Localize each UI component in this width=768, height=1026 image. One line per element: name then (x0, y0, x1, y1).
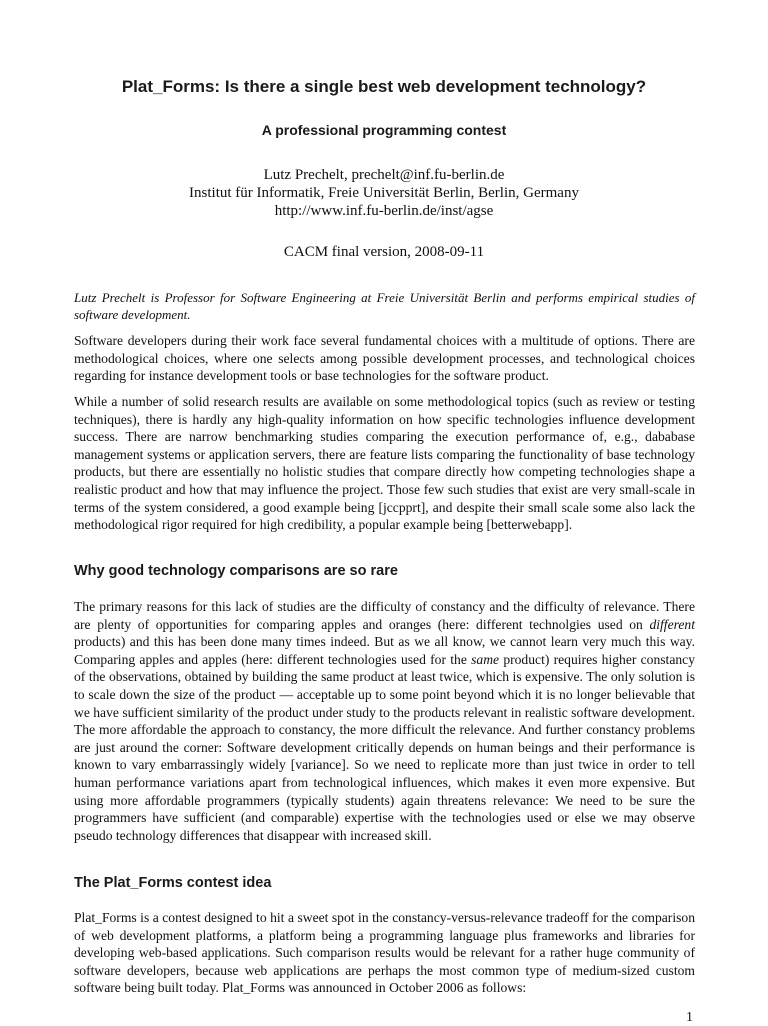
section-heading-contest-idea: The Plat_Forms contest idea (74, 875, 272, 891)
section-2-paragraph: Plat_Forms is a contest designed to hit a sweet spot in the constancy-versus-relevance tradeoff for the comparison of web development platforms, a platform being a programming language plus frameworks and libraries for developing web-based applications. Such comparison results would be relevant for a rather huge community of software developers, because web applications are perhaps the most common type of medium-sized custom software being built today. Plat_Forms was announced in October 2006 as follows: (74, 910, 695, 996)
paper-title: Plat_Forms: Is there a single best web development technology? (121, 77, 647, 96)
emphasis-same: same (471, 651, 500, 667)
author-affiliation: Institut für Informatik, Freie Universität Berlin, Berlin, Germany (189, 185, 579, 201)
intro-paragraph-2: While a number of solid research results are available on some methodological topics (such as review or testing techniques), there is hardly any high-quality information on how specific technologies influence development success. There are narrow benchmarking studies comparing the execution performance of, e.g., dababase management systems or application servers, there are feature lists comparing the functionality of base technology products, but there are essentially no holistic studies that compare directly how competing technologies shape a realistic product and how that may influence the project. Those few such studies that exist are very small-scale in terms of the system considered, a good example being [jccpprt], and despite their small scale some also lack the methodological rigor required for high credibility, a popular example being [betterwebapp]. (74, 394, 695, 533)
page-number: 1 (686, 1010, 693, 1025)
author-block (60, 166, 708, 220)
section-1-text-a: The primary reasons for this lack of studies are the difficulty of constancy and the difficulty of relevance. There are plenty of opportunities for comparing apples and oranges (here: different technolgies used on (74, 599, 695, 632)
paper-subtitle: A professional programming contest (261, 122, 507, 138)
version-line: CACM final version, 2008-09-11 (283, 244, 485, 260)
emphasis-different: different (649, 616, 695, 632)
intro-paragraph-1: Software developers during their work face several fundamental choices with a multitude of options. There are methodological choices, where one selects among possible development processes, and technological choices regarding for instance development tools or base technologies for the software product. (74, 333, 695, 384)
section-1-text-b: products) and this has been done many times indeed. But as we all know, we cannot learn very much this way. Comparing apples and apples (here: different technologies used for the (74, 634, 695, 667)
author-bio: Lutz Prechelt is Professor for Software Engineering at Freie Universität Berlin and performs empirical studies of software development. (74, 290, 695, 323)
section-heading-why-rare: Why good technology comparisons are so rare (74, 563, 398, 579)
author-name-email: Lutz Prechelt, prechelt@inf.fu-berlin.de (263, 167, 505, 183)
section-1-text-c: product) requires higher constancy of the observations, obtained by building the same product at least twice, which is expensive. The only solution is to scale down the size of the product — acceptable up to some point beyond which it is no longer believable that we have sufficient similarity of the product under study to the products relevant in realistic software development. The more affordable the approach to constancy, the more difficult the relevance. And further constancy problems are just around the corner: Software development critically depends on human beings and their performance is known to vary embarrassingly widely [variance]. So we need to replicate more than just twice in order to tell human performance variations apart from technological influences, which makes it even more expensive. But using more affordable programmers (typically students) again threatens relevance: We need to be sure the programmers have sufficient (and comparable) expertise with the technologies used or else we may observe pseudo technology differences that disappear with increased skill. (74, 651, 695, 843)
section-1-paragraph (74, 598, 695, 844)
author-url: http://www.inf.fu-berlin.de/inst/agse (274, 203, 494, 219)
